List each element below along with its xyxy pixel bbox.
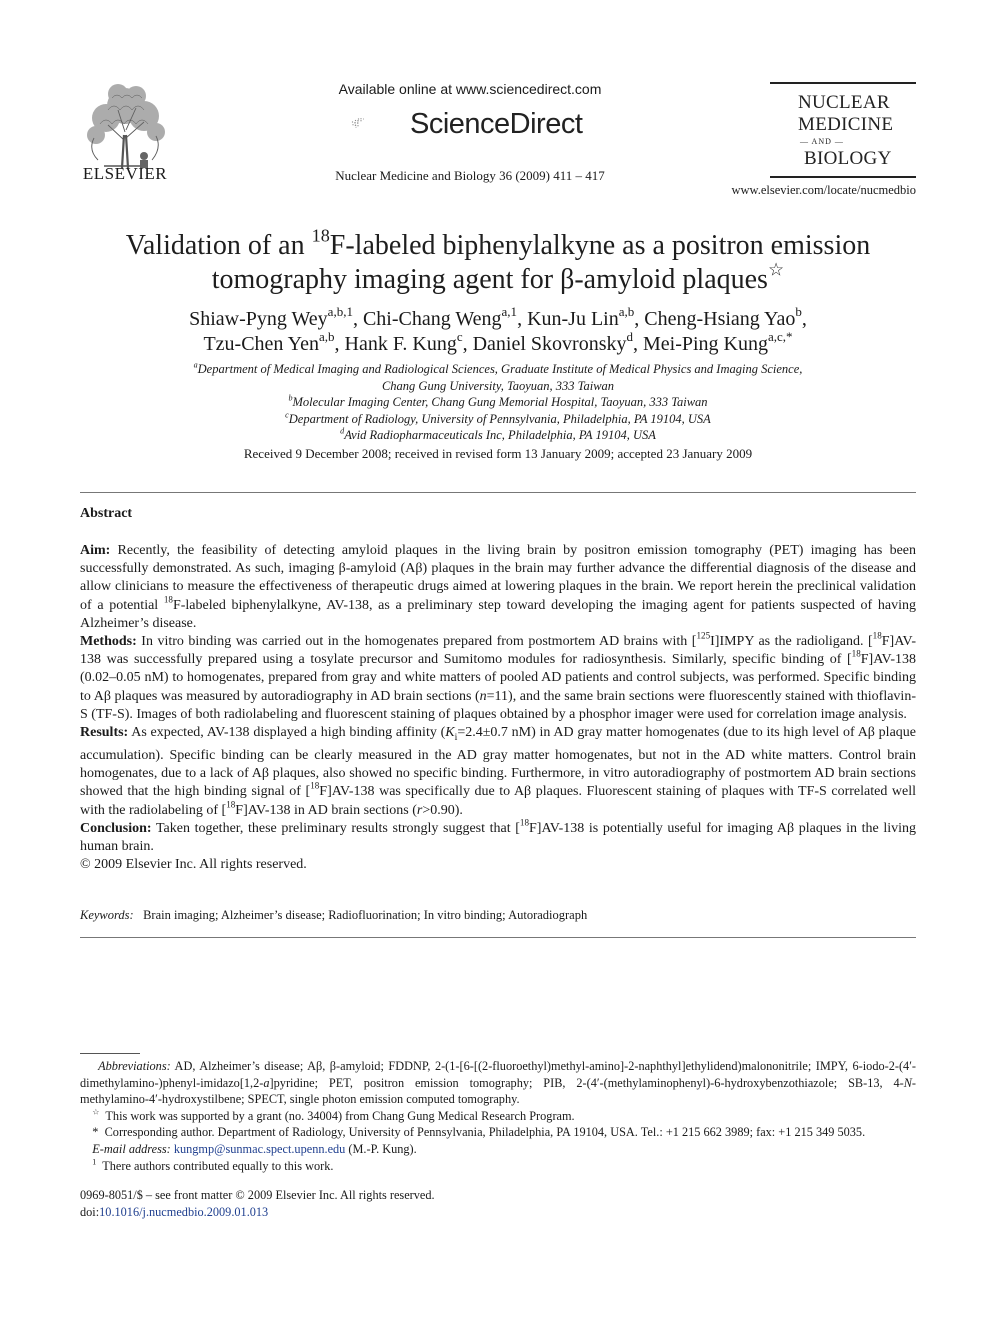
journal-logo-line3: BIOLOGY [804,148,892,169]
keywords [80,908,916,923]
journal-url[interactable]: www.elsevier.com/locate/nucmedbio [731,183,916,197]
abstract-aim: Aim: Recently, the feasibility of detecting amyloid plaques in the living brain by positron emission tomography (PET) imaging has been successfully demonstrated. As such, imaging β-amyloid (Aβ) plaques in the brain may further advance the differential diagnosis of the disease and allow clinicians to measure the effectiveness of therapeutic drugs aimed at lowering plaques in the brain. We report herein the preclinical validation of a potential $^{18}$F-labeled biphenylalkyne, AV-138, as a preliminary step toward developing the imaging agent for patients suspected of having Alzheimer’s disease. [80,543,916,631]
abstract-conclusion: Conclusion: Taken together, these preliminary results strongly suggest that [$^{18}$F]AV-138 is potentially useful for imaging Aβ plaques in the living human brain. [80,817,917,855]
abbreviations-note: Abbreviations: AD, Alzheimer’s disease; Aβ, β-amyloid; FDDNP, 2-(1-[6-[(2-fluoroethyl)methyl-amino]-2-naphthyl]ethylidend)malononitrile; IMPY, 6-iodo-2-(4′-dimethylamino-)phenyl-imidazo[1,2-a]pyridine; PET, positron emission tomography; PIB, 2-(4′-(methylaminophenyl)-6-hydroxybenzothiazole; SB-13, 4-N-methylamino-4′-hydroxystilbene; SPECT, single photon emission computed tomography. [80,1059,916,1107]
title-part2: F-labeled biphenylalkyne as a positron emission [329,230,871,261]
title-line2: tomography imaging agent for β-amyloid plaques [211,264,768,295]
available-online-text[interactable]: Available online at www.sciencedirect.com [338,81,602,97]
equal-contribution-note: $^1$ There authors contributed equally to this work. [92,1156,334,1173]
author[interactable]: Hank F. Kung$^c$ [344,328,463,355]
journal-logo-line2: MEDICINE [798,114,894,135]
divider [80,937,916,938]
issn-line: 0969-8051/$ – see front matter © 2009 Elsevier Inc. All rights reserved. [80,1188,435,1202]
abstract-heading: Abstract [80,506,133,521]
journal-citation: Nuclear Medicine and Biology 36 (2009) 411 – 417 [335,168,605,183]
sciencedirect-wordmark[interactable]: ScienceDirect [410,108,583,140]
article-title [80,225,916,297]
affiliation: $^a$Department of Medical Imaging and Radiological Sciences, Graduate Institute of Medical Physics and Imaging Science, [193,360,803,376]
divider [80,492,916,493]
affiliation: $^c$Department of Radiology, University of Pennsylvania, Philadelphia, PA 19104, USA [285,410,711,426]
copyright: © 2009 Elsevier Inc. All rights reserved. [80,857,307,873]
front-matter [80,1187,916,1221]
affiliation: $^d$Avid Radiopharmaceuticals Inc, Philadelphia, PA 19104, USA [340,426,656,443]
title-star-note[interactable]: ☆ [767,259,785,280]
footnotes [80,1058,916,1174]
abstract-body [80,542,916,874]
keywords-list: Brain imaging; Alzheimer’s disease; Radiofluorination; In vitro binding; Autoradiograph [143,908,588,922]
affiliations [80,361,916,444]
doi-line: doi:10.1016/j.nucmedbio.2009.01.013 [80,1205,269,1219]
author[interactable]: Chi-Chang Weng$^{a,1}$ [362,303,518,330]
funding-note: ☆ This work was supported by a grant (no. 34004) from Chang Gung Medical Research Program. [92,1107,575,1123]
email-link[interactable]: kungmp@sunmac.spect.upenn.edu [173,1141,346,1156]
title-part1: Validation of an [125,230,312,261]
received-dates: Received 9 December 2008; received in revised form 13 January 2009; accepted 23 January 2009 [243,446,753,461]
affiliation: $^b$Molecular Imaging Center, Chang Gung Memorial Hospital, Taoyuan, 333 Taiwan [288,393,708,410]
keywords-label: Keywords: [80,908,134,922]
author[interactable]: Mei-Ping Kung$^{a,c,*}$ [643,328,793,355]
footnote-rule [80,1053,140,1054]
author[interactable]: Shiaw-Pyng Wey$^{a,b,1}$ [189,303,353,330]
affiliation: Chang Gung University, Taoyuan, 333 Taiwan [381,378,615,393]
journal-logo-line1: NUCLEAR [798,92,890,113]
title-isotope-sup: 18 [311,225,330,246]
corresponding-note: * Corresponding author. Department of Radiology, University of Pennsylvania, Philadelphia, PA 19104, USA. Tel.: +1 215 662 3989; fax: +1 215 349 5035. [92,1125,866,1140]
journal-logo [770,82,916,178]
doi-link[interactable]: 10.1016/j.nucmedbio.2009.01.013 [99,1205,269,1219]
author[interactable]: Cheng-Hsiang Yao$^b$ [644,303,802,330]
journal-logo-and: — AND — [800,137,844,146]
email-note: E-mail address: kungmp@sunmac.spect.upenn.edu (M.-P. Kung). [92,1141,417,1156]
abstract-methods: Methods: In vitro binding was carried out in the homogenates prepared from postmortem AD brains with [$^{125}$I]IMPY as the radioligand. [$^{18}$F]AV-138 was successfully prepared using a tosylate precursor and Sumitomo modules for radiosynthesis. Similarly, specific binding of [$^{18}$F]AV-138 (0.02–0.05 nM) to homogenates, prepared from gray and white matters of pooled AD patients and control subjects, was performed. Specific binding to Aβ plaques was measured by autoradiography in AD brain sections (n=11), and the same brain sections were fluorescently stained with thioflavin-S (TF-S). Images of both radiolabeling and fluorescent staining of plaques obtained by a phosphor imager were used for correlation image analysis. [80,630,917,722]
author[interactable]: Daniel Skovronsky$^d$ [472,328,633,355]
author[interactable]: Kun-Ju Lin$^{a,b}$ [527,303,635,330]
sciencedirect-dots-icon [350,103,410,143]
author[interactable]: Tzu-Chen Yen$^{a,b}$ [203,328,335,355]
author-list: Shiaw-Pyng Wey$^{a,b,1}$, Chi-Chang Weng$^{a,1}$, Kun-Ju Lin$^{a,b}$, Cheng-Hsiang Yao$^b$, Tzu-Chen Yen$^{a,b}$, Hank F. Kung$^c$, Daniel Skovronsky$^d$, Mei-Ping Kung$^{a,c,*}$ [189,303,807,355]
abstract-results: Results: As expected, AV-138 displayed a high binding affinity ($K_i=2.4\pm 0.7$ nM) in AD gray matter homogenates (due to its high level of Aβ plaque accumulation). Specific binding can be clearly measured in the AD gray matter homogenates, but not in the AD white matters. Control brain homogenates, due to a lack of Aβ plaques, also showed no specific binding. Furthermore, in vitro autoradiography of postmortem AD brain sections showed that the high binding signal of [$^{18}$F]AV-138 was specifically due to Aβ plaques. Fluorescent staining of plaques with TF-S correlated well with the radiolabeling of [$^{18}$F]AV-138 in AD brain sections (r>0.90). [80,725,917,818]
elsevier-wordmark: ELSEVIER [82,164,168,183]
